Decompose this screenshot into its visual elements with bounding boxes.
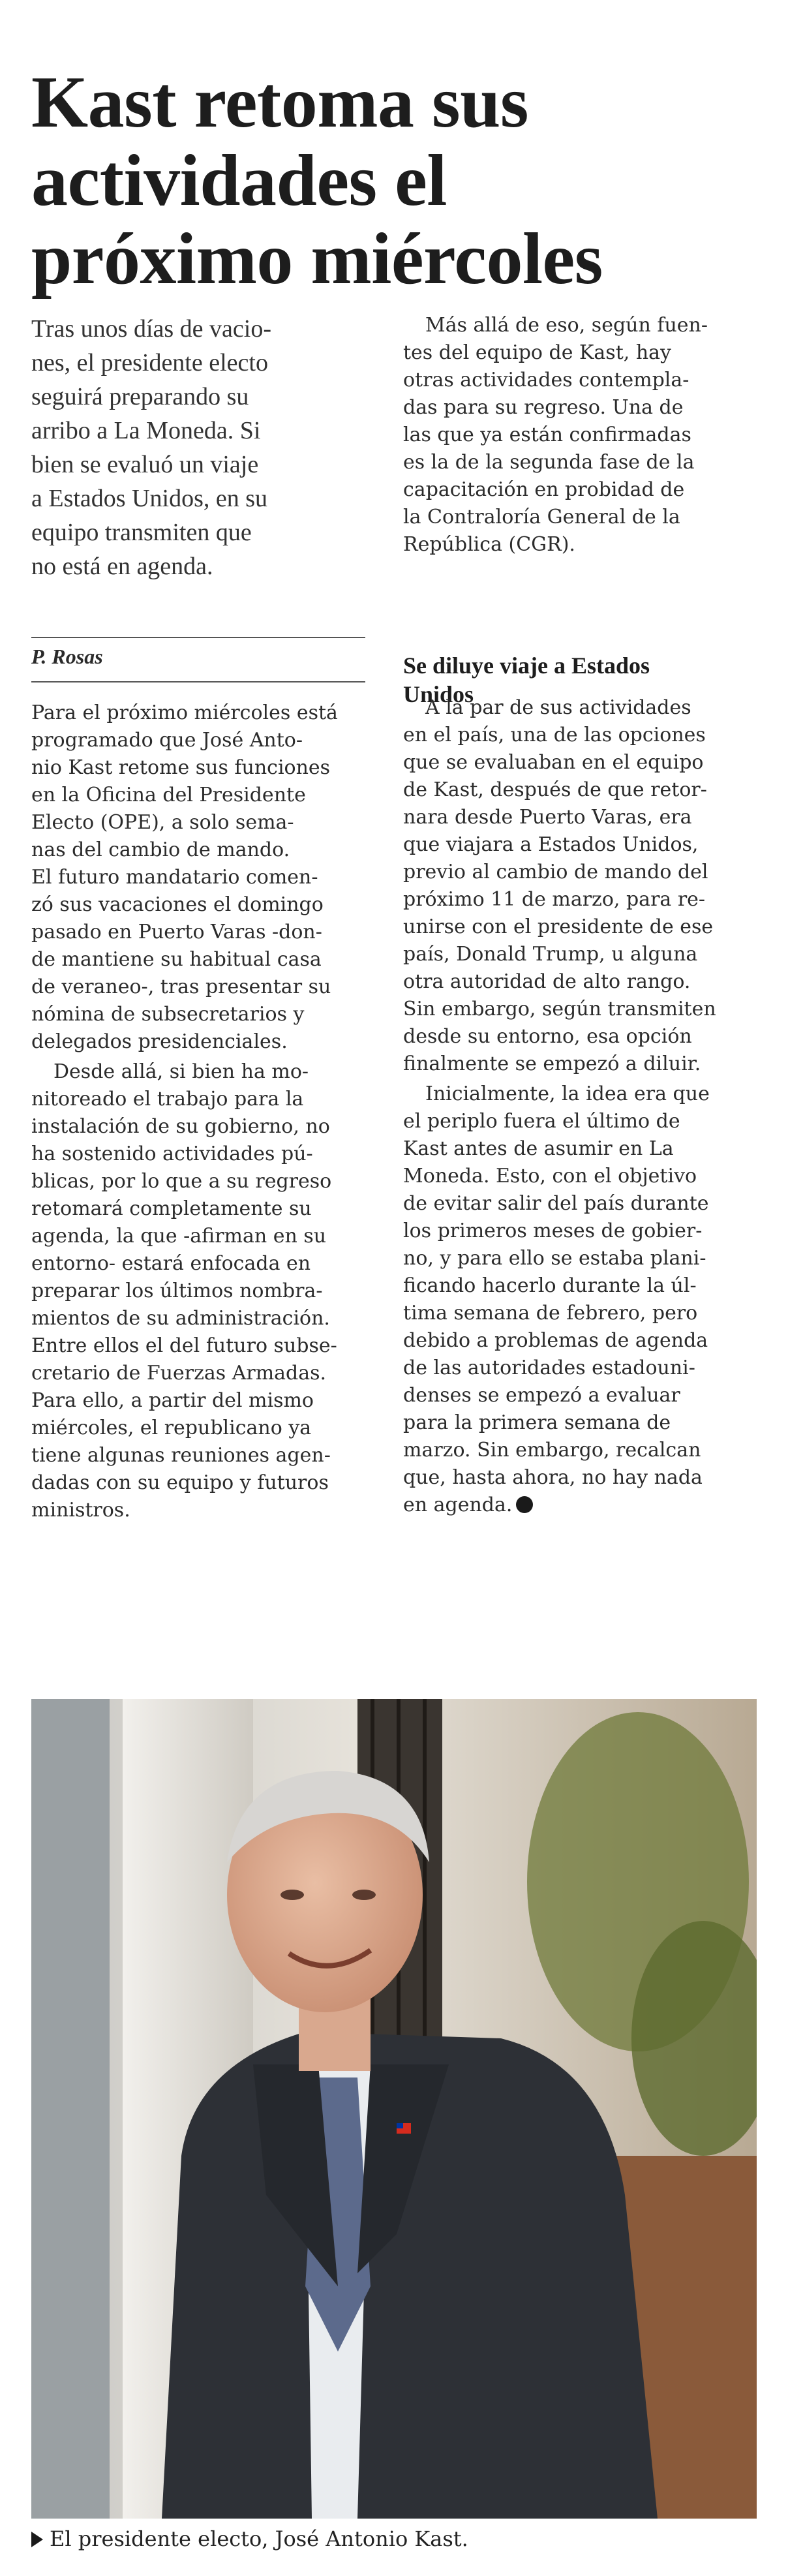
- body-line: que, hasta ahora, no hay nada: [403, 1466, 703, 1489]
- body-line: programado que José Anto-: [31, 729, 303, 752]
- body-paragraph: [403, 694, 742, 1078]
- lead-line: bien se evaluó un viaje: [31, 451, 259, 478]
- body-line: Desde allá, si bien ha mo-: [53, 1060, 309, 1083]
- headline-line: próximo miércoles: [31, 219, 603, 300]
- body-line: Entre ellos el del futuro subse-: [31, 1334, 337, 1357]
- body-line: República (CGR).: [403, 533, 575, 556]
- body-line: El futuro mandatario comen-: [31, 866, 318, 889]
- body-line: para la primera semana de: [403, 1411, 671, 1434]
- body-line: nas del cambio de mando.: [31, 838, 290, 861]
- left-body: [31, 699, 371, 1527]
- byline: P. Rosas: [31, 645, 103, 668]
- right-top-body: [403, 312, 742, 561]
- body-line: Más allá de eso, según fuen-: [425, 314, 708, 337]
- body-line: ministros.: [31, 1499, 130, 1522]
- body-line: Sin embargo, según transmiten: [403, 998, 716, 1020]
- body-line: delegados presidenciales.: [31, 1030, 288, 1053]
- body-line: en el país, una de las opciones: [403, 724, 706, 746]
- lead-line: arribo a La Moneda. Si: [31, 417, 261, 444]
- body-line: Inicialmente, la idea era que: [425, 1082, 710, 1105]
- body-line: mientos de su administración.: [31, 1307, 330, 1330]
- body-line: el periplo fuera el último de: [403, 1110, 680, 1133]
- body-line: A la par de sus actividades: [425, 696, 691, 719]
- body-line: tima semana de febrero, pero: [403, 1302, 698, 1325]
- end-of-article-icon: [516, 1496, 533, 1513]
- body-line: das para su regreso. Una de: [403, 396, 684, 419]
- body-line: nitoreado el trabajo para la: [31, 1088, 304, 1111]
- lead-line: equipo transmiten que: [31, 519, 252, 546]
- body-paragraph: [403, 312, 742, 559]
- body-line-text: en agenda.: [403, 1494, 513, 1516]
- body-line: Kast antes de asumir en La: [403, 1137, 674, 1160]
- body-line: Moneda. Esto, con el objetivo: [403, 1165, 697, 1188]
- body-line: agenda, la que -afirman en su: [31, 1225, 327, 1248]
- body-line: nio Kast retome sus funciones: [31, 756, 331, 779]
- body-line: otra autoridad de alto rango.: [403, 970, 691, 993]
- body-paragraph: [31, 1058, 371, 1524]
- photo-illustration: [31, 1699, 757, 2519]
- body-line: dadas con su equipo y futuros: [31, 1471, 329, 1494]
- caption-arrow-icon: [31, 2532, 43, 2547]
- body-line: no, y para ello se estaba plani-: [403, 1247, 706, 1270]
- body-line: de mantiene su habitual casa: [31, 948, 322, 971]
- body-line: tes del equipo de Kast, hay: [403, 341, 671, 364]
- subheading-line: Unidos: [403, 681, 474, 707]
- body-line: denses se empezó a evaluar: [403, 1384, 680, 1407]
- body-line: Para el próximo miércoles está: [31, 701, 338, 724]
- body-line: Electo (OPE), a solo sema-: [31, 811, 294, 834]
- body-line: Para ello, a partir del mismo: [31, 1389, 314, 1412]
- body-line: los primeros meses de gobier-: [403, 1219, 703, 1242]
- headline: [31, 63, 775, 298]
- body-line: país, Donald Trump, u alguna: [403, 943, 698, 966]
- headline-line: actividades el: [31, 140, 447, 222]
- lead-line: a Estados Unidos, en su: [31, 485, 268, 512]
- body-line: desde su entorno, esa opción: [403, 1025, 692, 1048]
- body-line: es la de la segunda fase de la: [403, 451, 695, 474]
- body-line: entorno- estará enfocada en: [31, 1252, 311, 1275]
- body-line: marzo. Sin embargo, recalcan: [403, 1439, 701, 1462]
- body-line: finalmente se empezó a diluir.: [403, 1052, 701, 1075]
- byline-top-rule: [31, 637, 365, 638]
- body-line: preparar los últimos nombra-: [31, 1280, 323, 1302]
- headline-line: Kast retoma sus: [31, 62, 528, 144]
- lead-line: nes, el presidente electo: [31, 349, 268, 376]
- body-line: miércoles, el republicano ya: [31, 1417, 312, 1439]
- body-line: de veraneo-, tras presentar su: [31, 975, 331, 998]
- body-line: [403, 1492, 742, 1519]
- body-line: de las autoridades estadouni-: [403, 1357, 695, 1379]
- lead-line: Tras unos días de vacio-: [31, 315, 271, 343]
- body-line: ficando hacerlo durante la úl-: [403, 1274, 697, 1297]
- caption-text: El presidente electo, José Antonio Kast.: [50, 2526, 468, 2551]
- lead-line: no está en agenda.: [31, 553, 213, 580]
- article-photo: [31, 1699, 757, 2519]
- body-line: otras actividades contempla-: [403, 369, 690, 391]
- body-line: previo al cambio de mando del: [403, 861, 708, 883]
- body-line: que se evaluaban en el equipo: [403, 751, 704, 774]
- body-line: ha sostenido actividades pú-: [31, 1142, 313, 1165]
- body-line: blicas, por lo que a su regreso: [31, 1170, 332, 1193]
- byline-bottom-rule: [31, 681, 365, 682]
- body-line: la Contraloría General de la: [403, 506, 680, 529]
- body-line: las que ya están confirmadas: [403, 423, 691, 446]
- body-paragraph: [403, 1081, 742, 1519]
- photo-caption: [31, 2526, 757, 2551]
- body-line: que viajara a Estados Unidos,: [403, 833, 699, 856]
- body-line: nara desde Puerto Varas, era: [403, 806, 692, 829]
- body-line: zó sus vacaciones el domingo: [31, 893, 324, 916]
- body-line: en la Oficina del Presidente: [31, 784, 306, 806]
- body-line: tiene algunas reuniones agen-: [31, 1444, 331, 1467]
- body-line: unirse con el presidente de ese: [403, 915, 714, 938]
- subheading-line: Se diluye viaje a Estados: [403, 652, 650, 679]
- body-line: retomará completamente su: [31, 1197, 312, 1220]
- body-line: instalación de su gobierno, no: [31, 1115, 330, 1138]
- body-line: pasado en Puerto Varas -don-: [31, 921, 322, 943]
- lead-line: seguirá preparando su: [31, 383, 249, 410]
- body-paragraph: [31, 699, 371, 1056]
- right-bottom-body: [403, 694, 742, 1522]
- body-line: cretario de Fuerzas Armadas.: [31, 1362, 327, 1385]
- body-line: próximo 11 de marzo, para re-: [403, 888, 706, 911]
- body-line: de evitar salir del país durante: [403, 1192, 709, 1215]
- body-line: de Kast, después de que retor-: [403, 778, 707, 801]
- lead-paragraph: [31, 312, 371, 583]
- body-line: nómina de subsecretarios y: [31, 1003, 305, 1026]
- body-line: capacitación en probidad de: [403, 478, 685, 501]
- body-line: debido a problemas de agenda: [403, 1329, 708, 1352]
